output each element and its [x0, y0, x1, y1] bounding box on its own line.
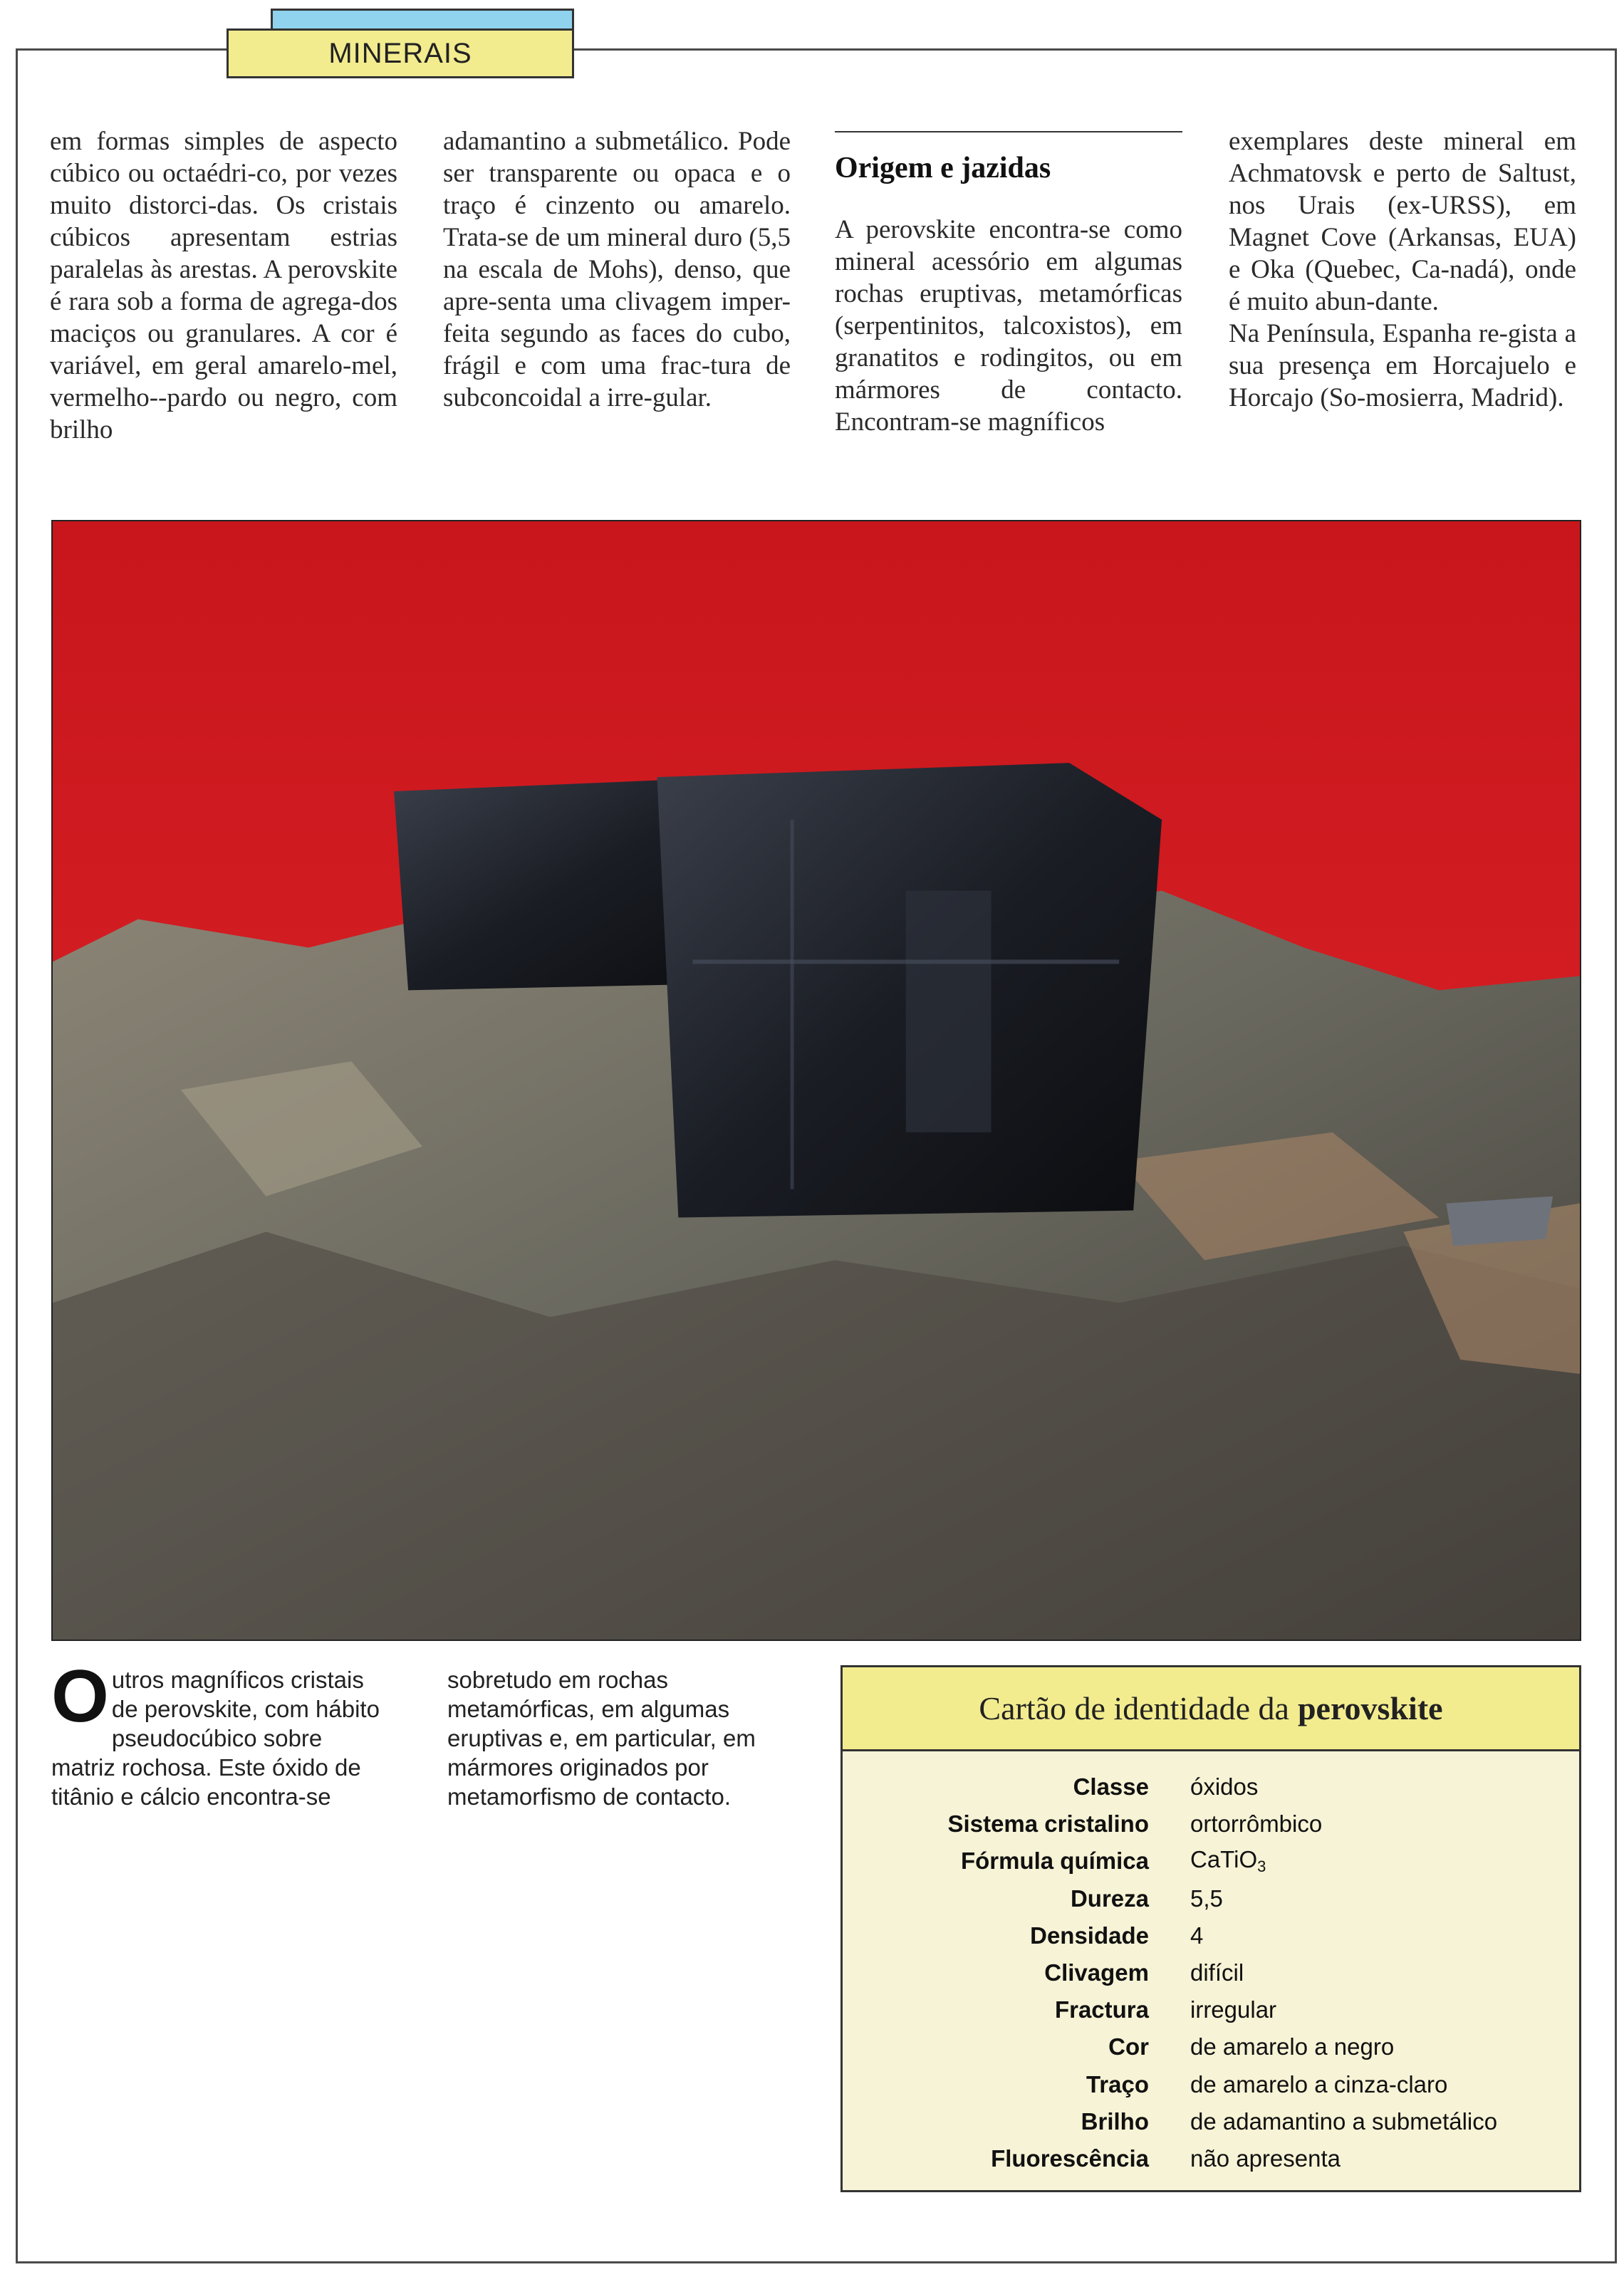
property-value [1190, 2145, 1341, 2172]
id-card-row [843, 1917, 1579, 1954]
column-1-text: em formas simples de aspecto cúbico ou octaédri-co, por vezes muito distorci-das. Os cristais cúbicos apresentam estrias paralelas às arestas. A perovskite é rara sob a forma de agrega-dos maciços ou granulares. A cor é variável, em geral amarelo-mel, vermelho--pardo ou negro, com brilho [50, 127, 397, 444]
id-card-row [843, 1768, 1579, 1805]
id-card-row [843, 2066, 1579, 2103]
id-card-mineral-name: perovskite [1297, 1690, 1443, 1726]
property-value [1190, 1996, 1276, 2023]
text-column-4 [1229, 125, 1576, 414]
property-value [1190, 2033, 1394, 2060]
property-value-text: de amarelo a negro [1190, 2033, 1395, 2060]
section-tab [227, 28, 574, 78]
text-column-3 [835, 125, 1182, 438]
column-3-text: A perovskite encontra-se como mineral acessório em algumas rochas eruptivas, metamórficas (serpentinitos, talcoxistos), em granatitos e rodingitos, ou em mármores de contacto. Encontram-se magníficos [835, 215, 1182, 437]
perovskite-specimen-image [53, 521, 1580, 1640]
column-4-text-2: Na Península, Espanha re-gista a sua presença em Horcajuelo e Horcajo (So-mosierra, Madrid). [1229, 319, 1576, 412]
property-value [1190, 1922, 1203, 1949]
property-name: Sistema cristalino [947, 1810, 1149, 1838]
mineral-id-card [840, 1665, 1581, 2192]
property-value-text: de adamantino a submetálico [1190, 2107, 1498, 2135]
property-value-text: 5,5 [1190, 1885, 1223, 1912]
column-4-text-1: exemplares deste mineral em Achmatovsk e perto de Saltust, nos Urais (ex-URSS), em Magnet Cove (Arkansas, EUA) e Oka (Quebec, Ca-nadá), onde é muito abun-dante. [1229, 127, 1576, 316]
caption-text-2: sobretudo em rochas metamórficas, em algumas eruptivas e, em particular, em mármores originados por metamorfismo de contacto. [447, 1667, 756, 1810]
property-value-text: de amarelo a cinza-claro [1190, 2070, 1448, 2098]
caption-text-1: utros magníficos cristais de perovskite, com hábito pseudocúbico sobre matriz rochosa. Este óxido de titânio e cálcio encontra-se [51, 1667, 380, 1810]
property-value-text: CaTiO [1190, 1846, 1258, 1873]
column-2-text: adamantino a submetálico. Pode ser transparente ou opaca e o traço é cinzento ou amarelo. Trata-se de um mineral duro (5,5 na escala de Mohs), denso, que apre-senta uma clivagem imper-feita segundo as faces do cubo, frágil e com uma frac-tura de subconcoidal a irre-gular. [443, 127, 791, 412]
property-value-text: irregular [1190, 1996, 1277, 2023]
property-value [1190, 1885, 1223, 1912]
section-label: MINERAIS [328, 37, 472, 69]
property-value [1190, 1959, 1244, 1986]
mineral-photo [51, 520, 1581, 1641]
property-value-text: óxidos [1190, 1773, 1259, 1801]
property-name: Brilho [1081, 2107, 1149, 2135]
heading-rule [835, 131, 1182, 132]
property-value-text: ortorrômbico [1190, 1810, 1323, 1838]
id-card-row [843, 2103, 1579, 2140]
property-name: Classe [1073, 1773, 1149, 1801]
property-value [1190, 2071, 1447, 2098]
id-card-row [843, 1954, 1579, 1991]
property-name: Densidade [1030, 1922, 1149, 1949]
photo-caption-1 [51, 1655, 386, 1811]
caption-dropcap: O [51, 1655, 109, 1738]
property-value-text: 4 [1190, 1922, 1204, 1949]
property-name: Clivagem [1044, 1959, 1149, 1986]
text-column-2 [443, 125, 791, 414]
id-card-row [843, 2140, 1579, 2177]
text-column-1 [50, 125, 397, 446]
property-value [1190, 1810, 1322, 1838]
property-value-text: não apresenta [1190, 2145, 1341, 2172]
property-value [1190, 2108, 1497, 2135]
id-card-rows [843, 1751, 1579, 2177]
property-name: Fórmula química [960, 1848, 1149, 1875]
section-heading: Origem e jazidas [835, 152, 1051, 184]
id-card-row [843, 1991, 1579, 2028]
property-name: Fractura [1054, 1996, 1149, 2023]
property-value [1190, 1846, 1266, 1876]
id-card-title [843, 1667, 1579, 1751]
id-card-row [843, 1880, 1579, 1917]
property-value-text: difícil [1190, 1959, 1244, 1986]
property-name: Cor [1108, 2033, 1149, 2060]
property-name: Fluorescência [991, 2145, 1149, 2172]
photo-caption-2 [447, 1665, 782, 1811]
property-name: Dureza [1070, 1885, 1149, 1912]
id-card-title-prefix: Cartão de identidade da [979, 1690, 1289, 1726]
formula-subscript: 3 [1257, 1857, 1266, 1876]
id-card-row [843, 1843, 1579, 1880]
property-name: Traço [1086, 2070, 1149, 2098]
id-card-row [843, 2028, 1579, 2065]
property-value [1190, 1773, 1258, 1801]
id-card-row [843, 1805, 1579, 1843]
